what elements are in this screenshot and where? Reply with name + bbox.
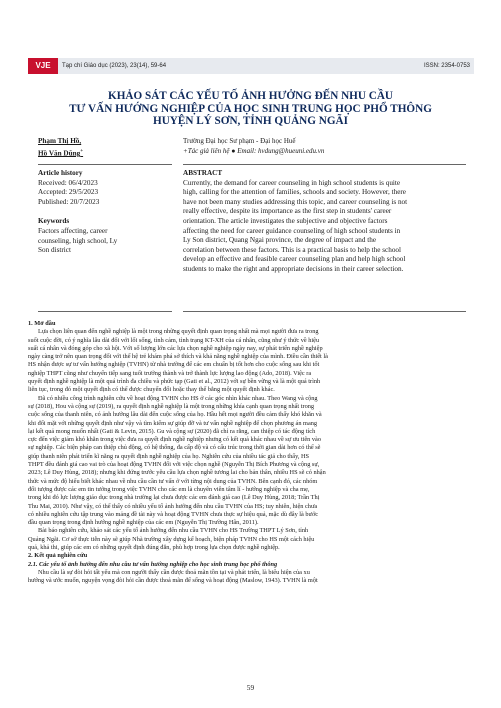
body-line: quả, khả thi, giúp các em có những quyết định đúng đắn, phù hợp trong lựa chọn được nghề nghiệp. (28, 544, 280, 552)
body-line: quyết định nghề nghiệp là một quá trình đa chiều và phức tạp (Gati et al., 2012) với sự bền vững và là một quá trình (28, 378, 321, 386)
page-number: 59 (246, 683, 255, 692)
published-date: Published: 20/7/2023 (38, 197, 100, 206)
journal-badge: VJE (28, 58, 58, 74)
body-line: đối tượng được các em tin tưởng trong việc TVHN cho các em là chuyên viên tâm lí - hướng nghiệp và cha mẹ, (28, 485, 310, 493)
institution: Trường Đại học Sư phạm - Đại học Huế (183, 137, 296, 145)
body-line: thức và mức độ hiểu biết khác nhau về nhu cầu cần tư vấn ở với từng nội dung của TVHN. Bên cạnh đó, các nhóm (28, 477, 318, 485)
body-line: hướng và ước muốn, nguyện vọng đòi hỏi cần được thoả mãn để sống và hoạt động (Maslow, 1943). TVHN là một (28, 577, 318, 585)
abstract-line: develop an effective and feasible career counseling plan and help high school (183, 255, 406, 264)
keywords-heading: Keywords (38, 217, 70, 226)
journal-citation: Tạp chí Giáo dục (2023), 23(14), 59-64 (62, 63, 167, 69)
body-line: THPT đều đánh giá cao vai trò của hoạt động TVHN đối với việc chọn nghề (Nguyễn Thị Bích Phương và cộng sự, (28, 461, 320, 469)
title-line: HUYỆN LÝ SƠN, TỈNH QUẢNG NGÃI (153, 115, 348, 128)
accepted-date: Accepted: 29/5/2023 (38, 188, 99, 197)
abstract-line: orientation. The article investigates the subjective and objective factors (183, 216, 388, 225)
body-line: Quảng Ngãi. Cơ sở thực tiễn này sẽ giúp Nhà trường xây dựng kế hoạch, biện pháp TVHN cho HS một cách hiệu (28, 535, 315, 543)
divider (183, 311, 466, 312)
keywords-line: counseling, high school, Ly (38, 236, 118, 245)
journal-header-bar (28, 58, 474, 74)
abstract-line: students to make the right and appropriate decisions in their career selection. (183, 264, 404, 273)
body-line: liên tục, trong đó một quyết định có thể được chuyển đổi hoặc thay thế bằng một quyết định khác. (28, 386, 275, 394)
keywords-line: Factors affecting, career (38, 226, 108, 235)
abstract-line: have not been many studies addressing this topic, and career counseling is not (183, 197, 408, 206)
author-name: Hồ Văn Dũng+ (38, 148, 84, 157)
body-line: 2023; Lê Duy Hùng, 2018); nhưng khi đứng trước yêu cầu lựa chọn nghề tương lai cho bản thân, nhiều HS sẽ có nhận (28, 469, 326, 477)
affiliation (183, 137, 324, 156)
body-line: cuộc sống của thanh niên, có ảnh hưởng lâu dài đến cuộc sống của họ. Hầu hết mọi người đều cảm thấy khó khăn và (28, 411, 322, 419)
issn: ISSN: 2354-0753 (423, 63, 470, 69)
keywords-line: Son district (38, 246, 71, 255)
body-line: Đã có nhiều công trình nghiên cứu về hoạt động TVHN cho HS ở các góc nhìn khác nhau. Theo Wang và cộng (38, 394, 318, 402)
title-line: KHẢO SÁT CÁC YẾU TỐ ẢNH HƯỞNG ĐẾN NHU CẦU (108, 90, 393, 102)
body-line: Bài báo nghiên cứu, khảo sát các yếu tố ảnh hưởng đến nhu cầu TVHN cho HS Trường THPT Lý Sơn, tỉnh (38, 527, 309, 535)
abstract-line: Ly Son district, Quang Ngai province, the degree of impact and the (183, 236, 377, 245)
body-line: nghiệp THPT cũng như chuyển tiếp sang tuổi trưởng thành và trở thành lực lượng lao động (Ado, 2018). Việc ra (28, 369, 312, 377)
body-line: Lựa chọn liên quan đến nghề nghiệp là một trong những quyết định quan trọng nhất mà mọi người đưa ra trong (38, 328, 319, 336)
section-heading: 1. Mở đầu (28, 320, 56, 327)
body-line: suốt cuộc đời, có ý nghĩa lâu dài đối với lối sống, tình cảm, tình trạng KT-XH của cá nhân, cũng như ý thức về hiệu (28, 336, 320, 344)
article-meta (38, 169, 172, 256)
divider (38, 164, 172, 165)
contact-email: +Tác giả liên hệ ● Email: hvdung@hueuni.edu.vn (183, 146, 325, 155)
body-line: giúp thanh niên phát triển kĩ năng ra quyết định nghề nghiệp của họ. Nghiên cứu của nhiều tác giả cho thấy, HS (28, 452, 310, 460)
body-line: sự (2018), Hou và cộng sự (2019), ra quyết định nghề nghiệp là một trong những khía cạnh quan trọng nhất trong (28, 402, 315, 410)
section-heading: 2. Kết quả nghiên cứu (28, 552, 88, 560)
abstract-heading: ABSTRACT (183, 169, 223, 177)
article-title (40, 90, 461, 128)
abstract-line: Currently, the demand for career counseling in high school students is quite (183, 178, 401, 187)
body-line: cực đến việc giảm khó khăn trong việc đưa ra quyết định nghề nghiệp nhưng có kết quả khác nhau về sự ưu tiên vào (28, 436, 321, 444)
title-line: TƯ VẤN HƯỚNG NGHIỆP CỦA HỌC SINH TRUNG HỌC PHỔ THÔNG (69, 102, 432, 115)
abstract-line: high, calling for the attention of families, schools and society. However, there (183, 188, 406, 197)
body-line: đầu quan trọng trong định hướng nghề nghiệp của các em (Nguyễn Thị Trường Hân, 2011). (28, 519, 259, 527)
abstract-line: really effective, despite its importance as the first step in students' career (183, 207, 392, 216)
abstract (183, 169, 466, 275)
abstract-line: correlation between these factors. This is a practical basis to help the school (183, 245, 402, 254)
author-list (38, 137, 83, 158)
body-line: suất cá nhân và đóng góp cho xã hội. Với số lượng lớn các lựa chọn nghề nghiệp ngày nay, sự phát triển nghề nghiệp (28, 344, 323, 352)
body-line: khi đối mặt với những quyết định như vậy và tìm kiếm sự giúp đỡ và tư vấn nghề nghiệp để chọn phương án mang (28, 419, 318, 427)
subsection-heading: 2.1. Các yếu tố ảnh hưởng đến nhu cầu tư vấn hướng nghiệp cho học sinh trung học phổ thông (28, 560, 278, 568)
abstract-line: affecting the need for career guidance counseling of high school students in (183, 226, 401, 235)
body-line: sự nghiệp. Các biện pháp can thiệp chủ động, có hệ thống, đa cấp độ và có cấu trúc trong thời gian dài hơn có thể sẽ (28, 444, 321, 452)
body-line: lại kết quả mong muốn nhất (Gati & Levin, 2015). Gu và cộng sự (2020) đã chỉ ra rằng, can thiệp có tác động tích (28, 427, 316, 435)
body-line: trong khi đó lực lượng giáo dục trong nhà trường lại chưa được các em đánh giá cao (Lê Duy Hùng, 2018; Trần Thị (28, 494, 320, 502)
received-date: Received: 06/4/2023 (38, 178, 98, 187)
body-line: HS nhận được sự tư vấn hướng nghiệp (TVHN) từ nhà trường để các em chuẩn bị tốt hơn cho cuộc sống sau khi tốt (28, 361, 320, 369)
divider (183, 164, 466, 165)
body-line: Nhu cầu là sự đòi hỏi tất yếu mà con người thấy cần được thoả mãn tồn tại và phát triển, là biểu hiện của xu (38, 568, 310, 576)
author-name: Phạm Thị Hồ, (38, 137, 82, 145)
history-heading: Article history (38, 169, 83, 177)
body-line: ngày càng trở nên quan trọng đối với thế hệ trẻ khám phá sở thích và khả năng nghề nghiệp của mình. Điều cần thiết là (28, 353, 328, 361)
body-line: có nhiều nghiên cứu tập trung vào mảng đề tài này và hoạt động TVHN chưa thực sự hiệu quả, mặc dù đây là bước (28, 510, 319, 518)
body-line: Thu Mai, 2010). Như vậy, có thể thấy có nhiều yếu tố ảnh hưởng đến nhu cầu TVHN của HS; tuy nhiên, hiện chưa (28, 502, 318, 510)
body-text (28, 320, 474, 586)
divider (38, 311, 172, 312)
